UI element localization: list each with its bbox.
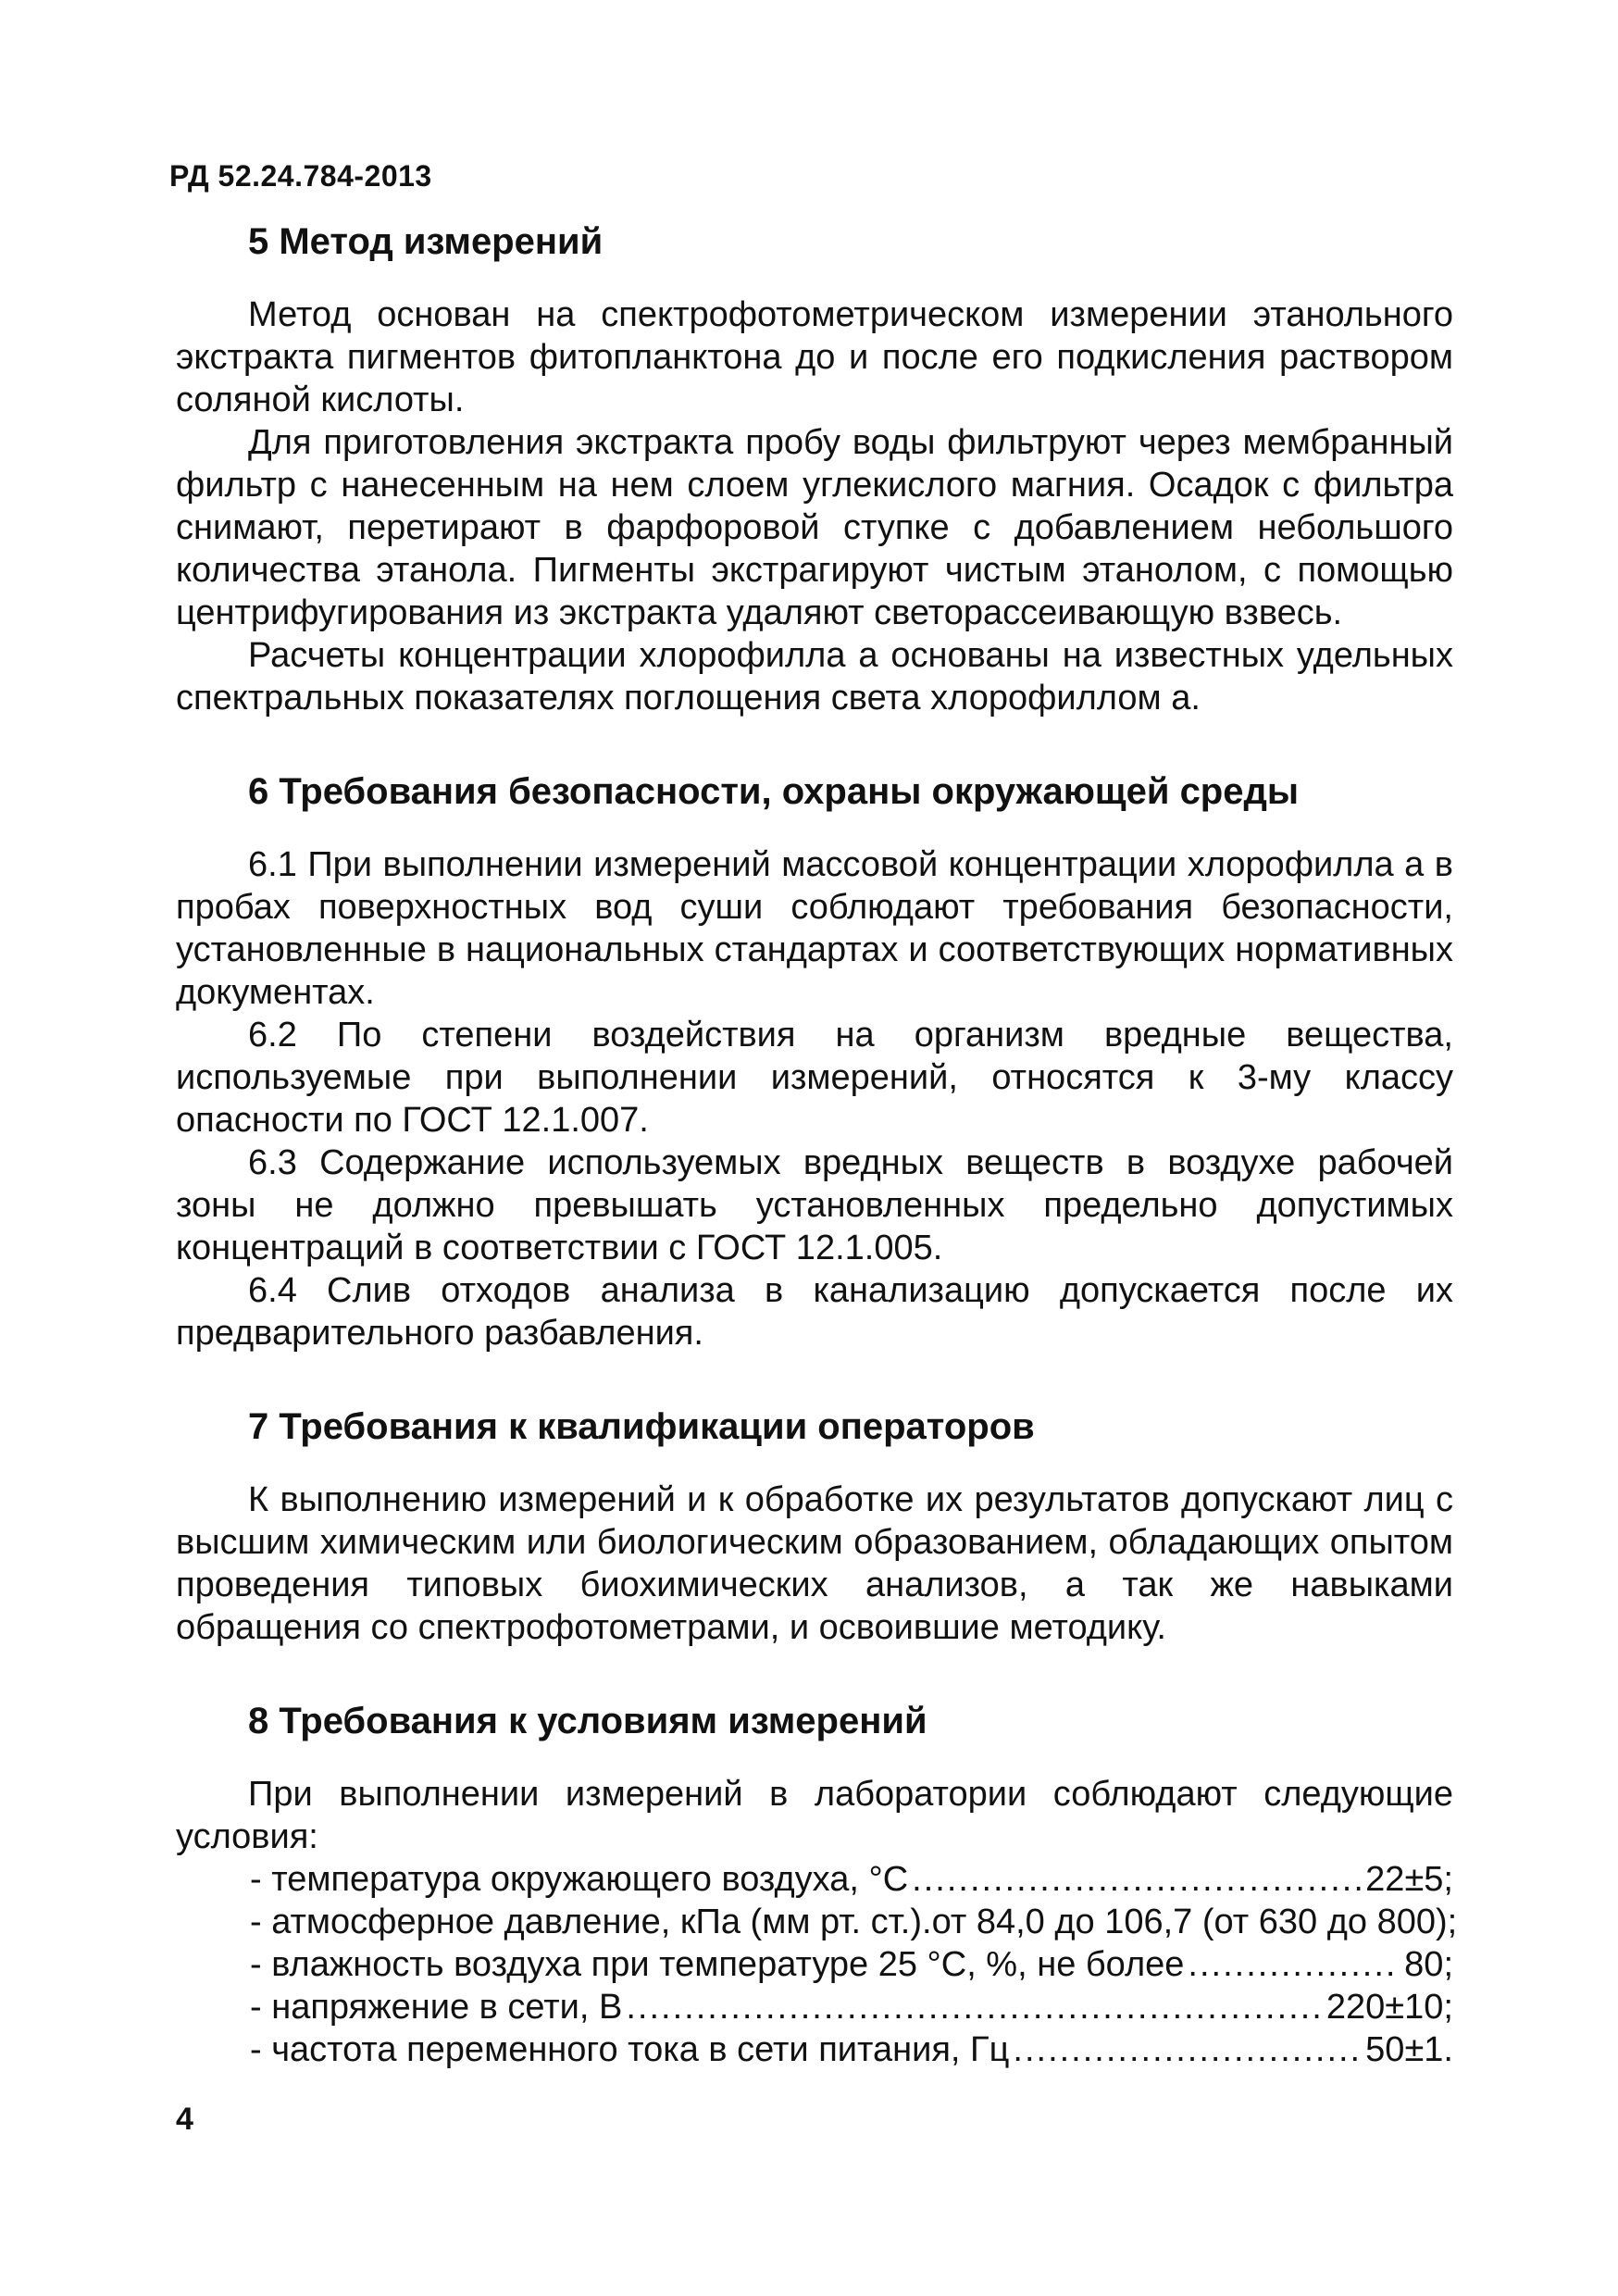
document-code: РД 52.24.784-2013 [169,159,432,193]
condition-temperature [250,1858,1453,1901]
paragraph: 6.4 Слив отходов анализа в канализацию допускается после их предварительного разбавления. [176,1271,1453,1353]
leader-dots [1013,2028,1362,2071]
leader-dots [1188,1943,1400,1986]
paragraph: Для приготовления экстракта пробу воды фильтруют через мембранный фильтр с нанесенным на нем слоем углекислого магния. Осадок с фильтра снимают, перетирают в фарфоровой ступке с добавлением небольшого количества этанола. Пигменты экстрагируют чистым этанолом, с помощью центрифугирования из экстракта удаляют светорассеивающую взвесь. [176,423,1453,632]
paragraph: Расчеты концентрации хлорофилла а основаны на известных удельных спектральных показателях поглощения света хлорофиллом а. [176,636,1453,718]
section-operator-qualification [176,1403,1453,1649]
condition-label: - температура окружающего воздуха, °С [250,1860,909,1899]
leader-dots [912,1858,1362,1901]
page-number: 4 [176,2102,193,2137]
condition-voltage [250,1986,1453,2028]
paragraph: 6.2 По степени воздействия на организм вредные вещества, используемые при выполнении измерений, относятся к 3-му классу опасности по ГОСТ 12.1.007. [176,1016,1453,1140]
paragraph: 6.1 При выполнении измерений массовой концентрации хлорофилла а в пробах поверхностных вод суши соблюдают требования безопасности, установленные в национальных стандартах и соответствующих нормативных документах. [176,845,1453,1012]
condition-humidity [250,1943,1453,1986]
section-measurement-method [176,218,1453,719]
condition-frequency [250,2028,1453,2071]
condition-label: - частота переменного тока в сети питания, Гц [250,2030,1010,2069]
condition-pressure [250,1901,1458,1943]
leader-dots [626,1986,1323,2028]
condition-label: - напряжение в сети, В [250,1988,623,2027]
section-measurement-conditions [176,1697,1458,2071]
conditions-list [176,1858,1458,2071]
condition-value: 22±5; [1365,1860,1453,1899]
section-title: 6 Требования безопасности, охраны окружающей среды [248,771,1300,812]
condition-value: 80; [1404,1945,1453,1984]
condition-label: - атмосферное давление, кПа (мм рт. ст.).от 84,0 до 106,7 (от 630 до 800); [250,1903,1458,1941]
section-safety-requirements [176,767,1453,1354]
paragraph: Метод основан на спектрофотометрическом измерении этанольного экстракта пигментов фитопланктона до и после его подкисления раствором соляной кислоты. [176,295,1453,419]
condition-value: 50±1. [1365,2030,1453,2069]
section-title: 8 Требования к условиям измерений [248,1701,927,1741]
section-title: 5 Метод измерений [248,221,604,262]
condition-label: - влажность воздуха при температуре 25 °С, %, не более [250,1945,1185,1984]
paragraph: К выполнению измерений и к обработке их результатов допускают лиц с высшим химическим или биологическим образованием, обладающих опытом проведения типовых биохимических анализов, а так же навыками обращения со спектрофотометрами, и освоившие методику. [176,1480,1453,1647]
section-title: 7 Требования к квалификации операторов [248,1406,1035,1447]
paragraph: При выполнении измерений в лаборатории соблюдают следующие условия: [176,1775,1453,1856]
page-content [176,218,1458,2071]
condition-value: 220±10; [1326,1988,1453,2027]
paragraph: 6.3 Содержание используемых вредных веществ в воздухе рабочей зоны не должно превышать установленных предельно допустимых концентраций в соответствии с ГОСТ 12.1.005. [176,1143,1453,1267]
